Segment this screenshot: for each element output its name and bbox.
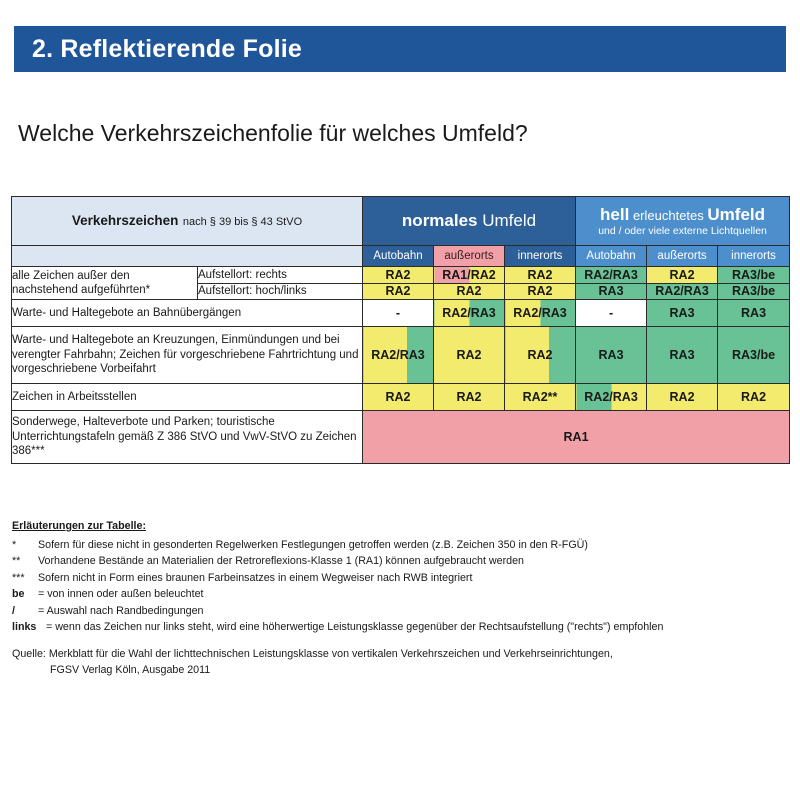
subtitle: Welche Verkehrszeichenfolie für welches Umfeld? bbox=[18, 120, 528, 146]
table-container bbox=[11, 196, 789, 464]
footnote-text: = Auswahl nach Randbedingungen bbox=[38, 604, 204, 617]
source-note bbox=[12, 647, 788, 678]
table-row bbox=[12, 327, 790, 384]
table-row bbox=[12, 267, 790, 284]
header-verkehrszeichen-label: Verkehrszeichen bbox=[71, 213, 179, 228]
cell-r3-c6: RA3 bbox=[718, 300, 790, 327]
cell-r2-c1: RA2 bbox=[363, 283, 434, 300]
cell-r3-c2: RA2/RA3 bbox=[434, 300, 505, 327]
cell-r2-c2: RA2 bbox=[434, 283, 505, 300]
footnote-item bbox=[12, 587, 788, 603]
cell-r2-c3: RA2 bbox=[505, 283, 576, 300]
footnote-mark: / bbox=[12, 604, 15, 617]
table-header-group-row bbox=[12, 197, 790, 246]
col-header-innerorts-normal: innerorts bbox=[505, 246, 576, 267]
table-row bbox=[12, 300, 790, 327]
cell-r1-c5: RA2 bbox=[647, 267, 718, 284]
cell-r5-c5: RA2 bbox=[647, 384, 718, 411]
header-left-spacer bbox=[12, 246, 363, 267]
row-label-sonderwege: Sonderwege, Halteverbote und Parken; touristische Unterrichtungstafeln gemäß Z 386 StVO und VwV-StVO zu Zeichen 386*** bbox=[12, 411, 363, 464]
row-label-kreuzungen: Warte- und Haltegebote an Kreuzungen, Einmündungen und bei verengter Fahrbahn; Zeichen für vorgeschriebene Fahrtrichtung und vorgeschriebene Vorbeifahrt bbox=[12, 327, 363, 384]
table-header-columns-row bbox=[12, 246, 790, 267]
footnote-text: Sofern nicht in Form eines braunen Farbeinsatzes in einem Wegweiser nach RWB integriert bbox=[38, 571, 473, 584]
cell-r5-c6: RA2 bbox=[718, 384, 790, 411]
cell-r5-c2: RA2 bbox=[434, 384, 505, 411]
cell-r2-c5: RA2/RA3 bbox=[647, 283, 718, 300]
col-header-autobahn-hell: Autobahn bbox=[576, 246, 647, 267]
source-line-1: Quelle: Merkblatt für die Wahl der lichttechnischen Leistungsklasse von vertikalen Verkehrszeichen und Verkehrseinrichtungen, bbox=[12, 648, 613, 660]
row-label-arbeitsstellen: Zeichen in Arbeitsstellen bbox=[12, 384, 363, 411]
cell-r3-c1: - bbox=[363, 300, 434, 327]
footnote-text: = von innen oder außen beleuchtet bbox=[38, 588, 204, 601]
cell-r1-c1: RA2 bbox=[363, 267, 434, 284]
col-header-autobahn-normal: Autobahn bbox=[363, 246, 434, 267]
table-row bbox=[12, 411, 790, 464]
cell-r4-c1: RA2/RA3 bbox=[363, 327, 434, 384]
footnote-item bbox=[12, 554, 788, 570]
header-group-bright-mid: erleuchtetes bbox=[629, 207, 708, 223]
page-title: 2. Reflektierende Folie bbox=[32, 34, 302, 63]
header-group-normal bbox=[363, 197, 576, 246]
cell-r1-c3: RA2 bbox=[505, 267, 576, 284]
footnote-item bbox=[12, 620, 788, 636]
col-header-ausserorts-normal: außerorts bbox=[434, 246, 505, 267]
footnote-item bbox=[12, 538, 788, 554]
cell-r1-c6: RA3/be bbox=[718, 267, 790, 284]
slide-title-bar bbox=[14, 26, 786, 72]
cell-r4-c6: RA3/be bbox=[718, 327, 790, 384]
row-sublabel-aufstellort-rechts: Aufstellort: rechts bbox=[198, 267, 363, 284]
cell-r4-c5: RA3 bbox=[647, 327, 718, 384]
cell-ra1-band: RA1 bbox=[363, 411, 790, 464]
cell-r4-c3: RA2 bbox=[505, 327, 576, 384]
row-label-bahnuebergaenge: Warte- und Haltegebote an Bahnübergängen bbox=[12, 300, 363, 327]
footnote-item bbox=[12, 571, 788, 587]
row-label-alle-zeichen: alle Zeichen außer den nachstehend aufgeführten* bbox=[12, 267, 198, 300]
header-group-bright-rest: Umfeld bbox=[707, 204, 766, 224]
header-group-bright-sub: und / oder viele externe Lichtquellen bbox=[598, 225, 767, 238]
cell-r5-c4: RA2/RA3 bbox=[576, 384, 647, 411]
header-verkehrszeichen-sub: nach § 39 bis § 43 StVO bbox=[182, 216, 303, 228]
source-line-2: FGSV Verlag Köln, Ausgabe 2011 bbox=[50, 663, 211, 676]
footnote-mark: links bbox=[12, 621, 37, 634]
header-group-bright-bold: hell bbox=[600, 204, 630, 224]
footnotes-heading: Erläuterungen zur Tabelle: bbox=[12, 520, 147, 532]
col-header-ausserorts-hell: außerorts bbox=[647, 246, 718, 267]
cell-r3-c4: - bbox=[576, 300, 647, 327]
footnote-mark: ** bbox=[12, 555, 21, 568]
header-left-cell bbox=[12, 197, 363, 246]
header-group-normal-bold: normales bbox=[401, 211, 478, 230]
footnote-text: = wenn das Zeichen nur links steht, wird eine höherwertige Leistungsklasse gegenüber der Rechtsaufstellung ("rechts") empfohlen bbox=[46, 621, 664, 634]
cell-r5-c3: RA2** bbox=[505, 384, 576, 411]
cell-r2-c6: RA3/be bbox=[718, 283, 790, 300]
cell-r2-c4: RA3 bbox=[576, 283, 647, 300]
footnote-mark: *** bbox=[12, 571, 25, 584]
cell-r5-c1: RA2 bbox=[363, 384, 434, 411]
header-group-normal-rest: Umfeld bbox=[477, 211, 537, 230]
folie-table bbox=[11, 196, 790, 464]
footnote-mark: * bbox=[12, 538, 17, 551]
footnote-text: Sofern für diese nicht in gesonderten Regelwerken Festlegungen getroffen werden (z.B. Zeichen 350 in den R-FGÜ) bbox=[38, 538, 588, 551]
header-group-bright bbox=[576, 197, 790, 246]
cell-r4-c4: RA3 bbox=[576, 327, 647, 384]
footnote-text: Vorhandene Bestände an Materialien der Retroreflexions-Klasse 1 (RA1) können aufgebraucht werden bbox=[38, 555, 524, 568]
footnote-mark: be bbox=[12, 588, 25, 601]
cell-r1-c4: RA2/RA3 bbox=[576, 267, 647, 284]
col-header-innerorts-hell: innerorts bbox=[718, 246, 790, 267]
footnote-item bbox=[12, 604, 788, 620]
cell-r3-c5: RA3 bbox=[647, 300, 718, 327]
cell-r3-c3: RA2/RA3 bbox=[505, 300, 576, 327]
cell-r1-c2: RA1/RA2 bbox=[434, 267, 505, 284]
footnotes bbox=[12, 519, 788, 637]
row-sublabel-aufstellort-hoch-links: Aufstellort: hoch/links bbox=[198, 283, 363, 300]
cell-r4-c2: RA2 bbox=[434, 327, 505, 384]
table-row bbox=[12, 384, 790, 411]
